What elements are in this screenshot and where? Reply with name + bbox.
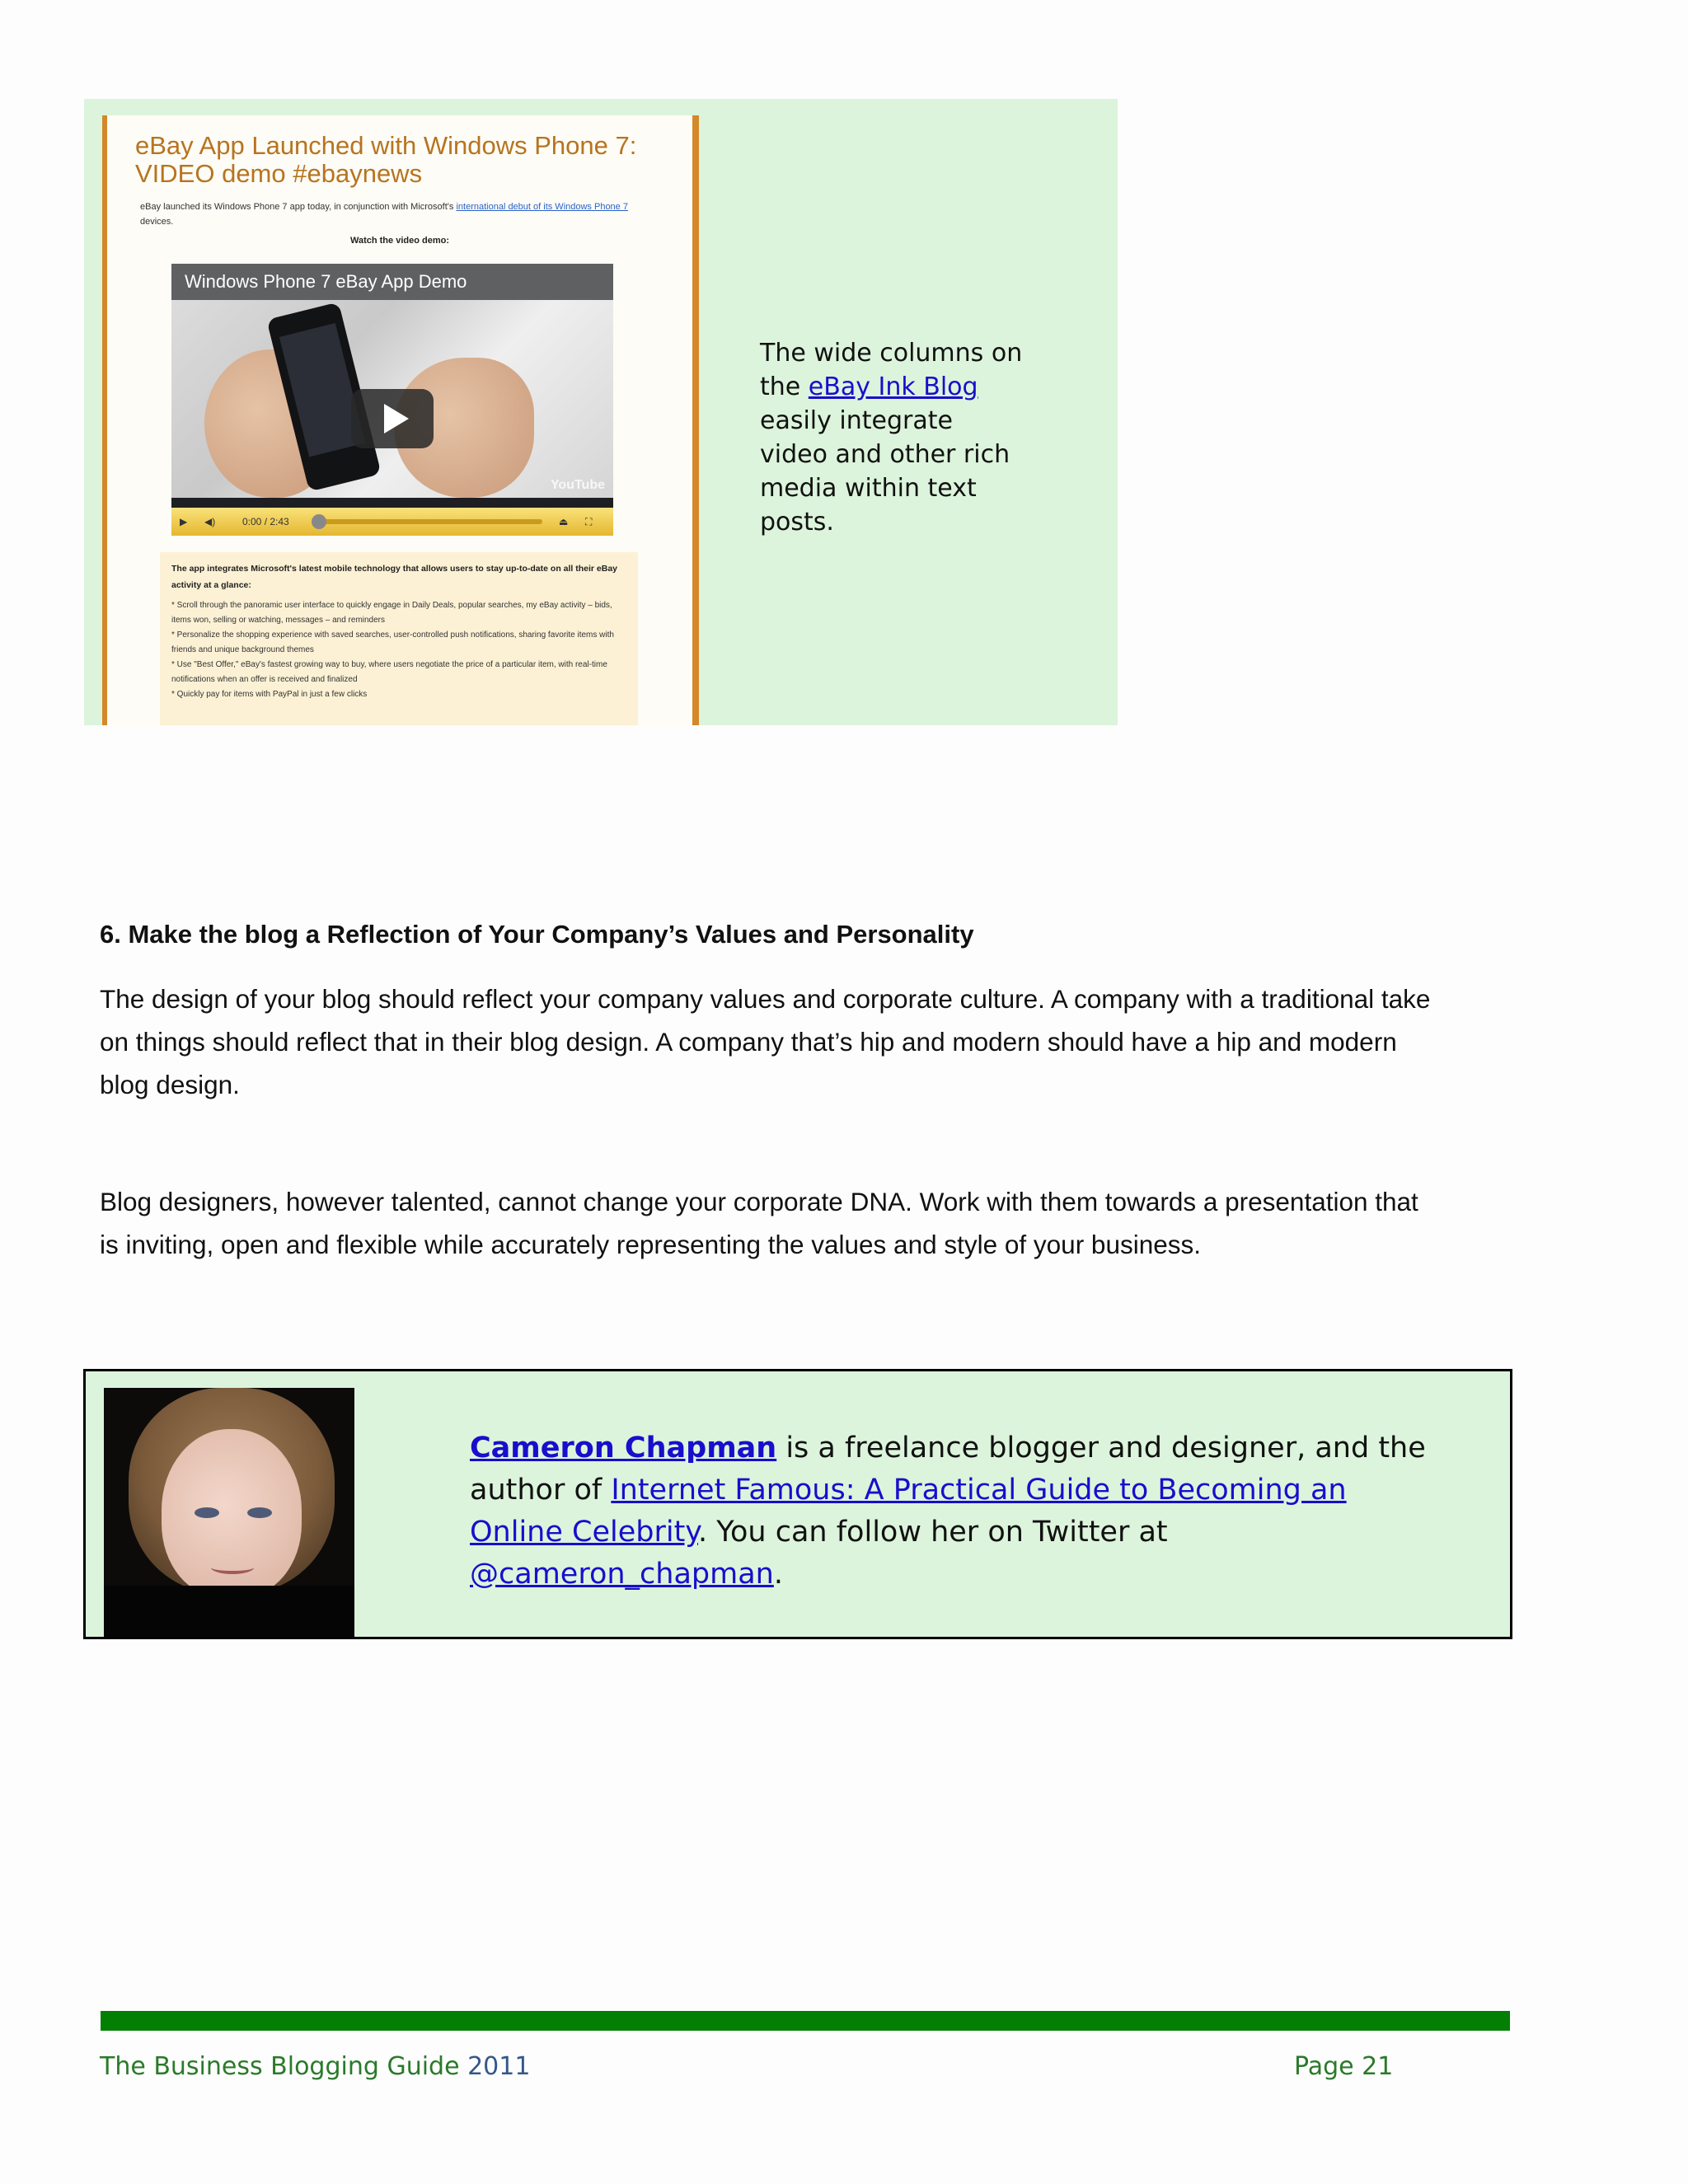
video-player <box>171 264 613 536</box>
figure-panel <box>84 99 1118 725</box>
book-link[interactable]: Internet Famous: A Practical Guide to Becoming an Online Celebrity <box>470 1474 1347 1549</box>
seek-knob <box>312 514 326 529</box>
video-controls <box>171 508 613 536</box>
twitter-link[interactable]: @cameron_chapman <box>470 1558 774 1591</box>
youtube-logo: YouTube <box>550 478 605 492</box>
screenshot-bullet: * Scroll through the panoramic user interface to quickly engage in Daily Deals, popular searches, my eBay activity – bids, items won, selling or watching, messages – and reminders <box>171 601 612 625</box>
seek-bar <box>320 519 542 524</box>
screenshot-bullet: * Quickly pay for items with PayPal in just a few clicks <box>171 690 368 699</box>
caption-text: easily integrate video and other rich media within text posts. <box>760 406 1010 537</box>
author-name-link[interactable]: Cameron Chapman <box>470 1432 777 1465</box>
author-bio-box <box>83 1369 1512 1639</box>
screenshot-bullet: * Use "Best Offer," eBay's fastest growing way to buy, where users negotiate the price of a particular item, with real-time notifications when an offer is received and finalized <box>171 660 607 684</box>
figure-caption <box>760 336 1024 539</box>
paragraph: Blog designers, however talented, cannot change your corporate DNA. Work with them towards a presentation that is inviting, open and flexible while accurately representing the values and style of your business. <box>100 1187 1418 1259</box>
expand-icon: ⏏ <box>559 516 569 527</box>
footer-title <box>100 2052 530 2081</box>
bio-text: . <box>773 1558 783 1591</box>
volume-icon: ◀) <box>204 516 216 527</box>
video-frame <box>171 300 613 498</box>
ebay-ink-blog-link[interactable]: eBay Ink Blog <box>808 373 978 401</box>
screenshot-bullet-list <box>171 598 633 702</box>
screenshot-intro-text: eBay launched its Windows Phone 7 app today, in conjunction with Microsoft's <box>140 202 454 212</box>
screenshot-watch-label: Watch the video demo: <box>350 236 449 246</box>
video-time: 0:00 / 2:43 <box>242 516 289 527</box>
video-title: Windows Phone 7 eBay App Demo <box>171 264 613 300</box>
screenshot-intro-suffix: devices. <box>140 217 174 227</box>
screenshot-lead: The app integrates Microsoft's latest mobile technology that allows users to stay up-to-date on all their eBay activity at a glance: <box>171 564 618 590</box>
play-icon <box>351 389 434 448</box>
fullscreen-icon: ⛶ <box>585 516 593 527</box>
ebay-blog-screenshot <box>102 115 699 725</box>
screenshot-article-text <box>160 552 638 725</box>
author-photo <box>104 1388 354 1637</box>
page-number: Page 21 <box>1294 2052 1394 2081</box>
footer-title-year: 2011 <box>467 2052 531 2081</box>
play-control-icon: ▶ <box>180 516 188 527</box>
screenshot-title: eBay App Launched with Windows Phone 7: VIDEO demo #ebaynews <box>135 131 637 188</box>
bio-text: . You can follow her on Twitter at <box>698 1516 1168 1549</box>
footer-rule <box>101 2011 1510 2031</box>
caption-text: The wide columns on the <box>760 339 1023 401</box>
screenshot-bullet: * Personalize the shopping experience with saved searches, user-controlled push notifications, sharing favorite items with friends and unique background themes <box>171 630 614 654</box>
section-heading: 6. Make the blog a Reflection of Your Company’s Values and Personality <box>100 920 974 949</box>
paragraph: The design of your blog should reflect your company values and corporate culture. A company with a traditional take on things should reflect that in their blog design. A company that’s hip and modern should have a hip and modern blog design. <box>100 984 1431 1099</box>
screenshot-intro <box>140 199 635 229</box>
bio-text: is a freelance blogger and designer, and the author of <box>470 1432 1426 1507</box>
screenshot-intro-link: international debut of its Windows Phone 7 <box>456 202 628 212</box>
author-bio-text <box>470 1427 1426 1596</box>
footer-title-words: The Business Blogging Guide <box>100 2052 460 2081</box>
